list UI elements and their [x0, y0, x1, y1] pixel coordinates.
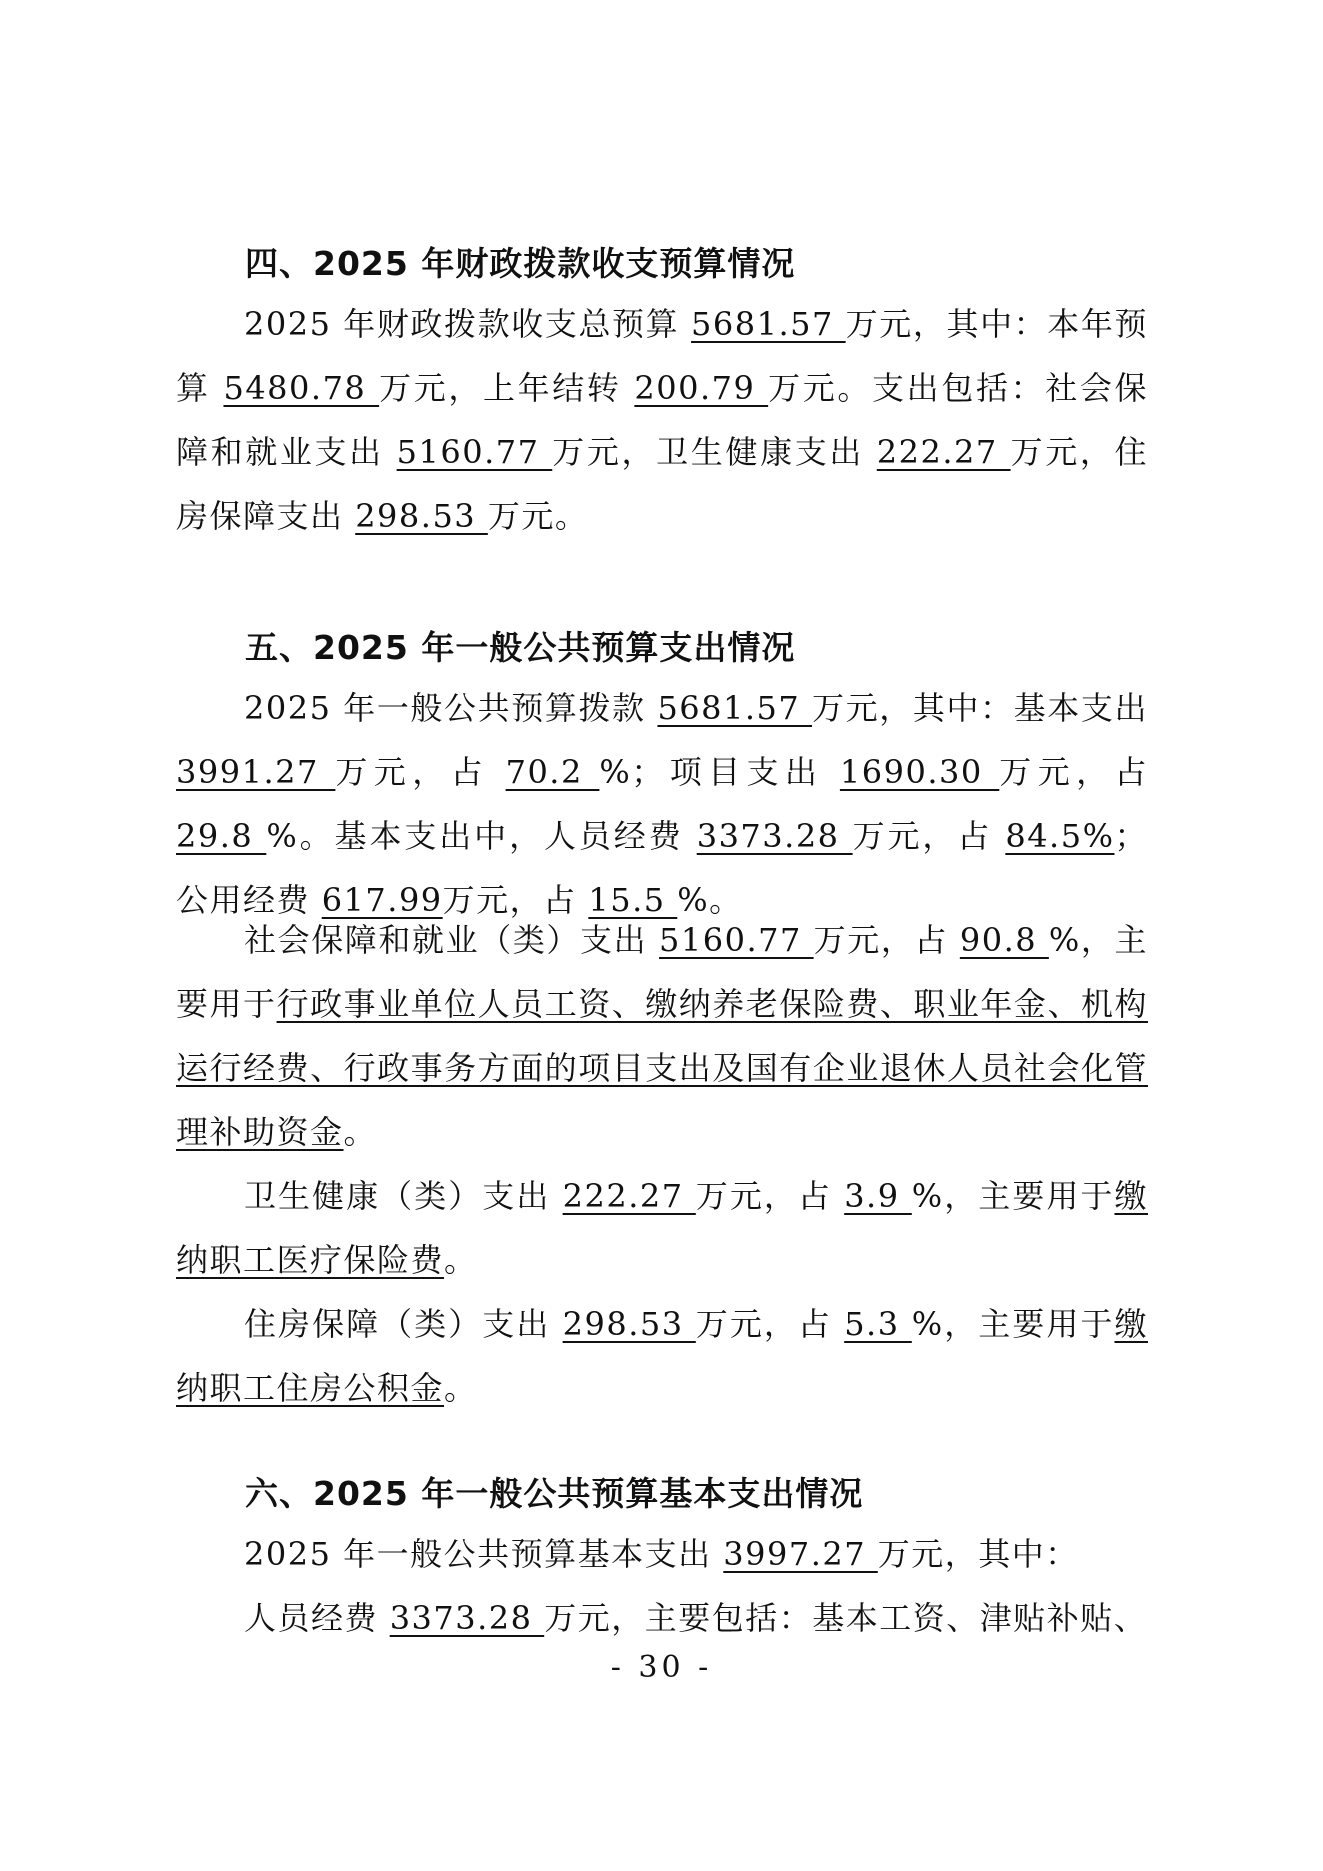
- text: 2025 年财政拨款收支总预算: [244, 305, 692, 343]
- value: 5480.78: [223, 369, 380, 407]
- text: 万元，占: [852, 817, 1006, 855]
- text: %，主要用于: [911, 1177, 1115, 1215]
- value: 5.3: [844, 1305, 912, 1343]
- text: %，主要用于: [176, 921, 1148, 1023]
- value: 5160.77: [659, 921, 814, 959]
- text: 万元。: [487, 497, 589, 535]
- text: 卫生健康（类）支出: [244, 1177, 563, 1215]
- section-heading-4: 四、2025 年财政拨款收支预算情况: [245, 244, 796, 283]
- section-heading-6: 六、2025 年一般公共预算基本支出情况: [245, 1474, 864, 1513]
- text: 万元，占: [999, 753, 1148, 791]
- value: 5681.57: [657, 689, 813, 727]
- text: %。基本支出中，人员经费: [266, 817, 697, 855]
- text: 万元，占: [442, 881, 589, 919]
- text: 2025 年一般公共预算拨款: [244, 689, 658, 727]
- text: 人员经费: [244, 1599, 390, 1637]
- text: %；项目支出: [599, 753, 840, 791]
- text: 万元，其中：: [877, 1535, 1079, 1573]
- value: 90.8: [959, 921, 1049, 959]
- section-4-paragraph: [176, 292, 1148, 548]
- value: 298.53: [562, 1305, 696, 1343]
- text: 社会保障和就业（类）支出: [244, 921, 660, 959]
- section-5-paragraph-1: [176, 676, 1148, 932]
- text: 万元。支出包括：社会保障和就业支出: [176, 369, 1148, 471]
- text: 万元，占: [813, 921, 960, 959]
- value: 222.27: [876, 433, 1011, 471]
- value: 29.8: [176, 817, 267, 855]
- text: 万元，占: [695, 1305, 845, 1343]
- text: 万元，主要包括：基本工资、津贴补贴、: [544, 1599, 1148, 1637]
- value: 84.5%: [1005, 817, 1115, 855]
- value: 298.53: [355, 497, 488, 535]
- text: 万元，上年结转: [379, 369, 635, 407]
- text: 万元，住房保障支出: [176, 433, 1148, 535]
- text: 万元，其中：基本支出: [812, 689, 1148, 727]
- text: 。: [343, 1113, 378, 1151]
- value: 3991.27: [176, 753, 336, 791]
- text: 。: [444, 1369, 478, 1407]
- value: 15.5: [588, 881, 678, 919]
- text: %。: [677, 881, 743, 919]
- section-heading-5: 五、2025 年一般公共预算支出情况: [245, 628, 796, 667]
- text: 万元，其中：本年预算: [176, 305, 1148, 407]
- value: 70.2: [505, 753, 600, 791]
- text: %，主要用于: [911, 1305, 1115, 1343]
- page-number: - 30 -: [610, 1650, 713, 1685]
- usage-description: 缴纳职工医疗保险费: [176, 1177, 1148, 1279]
- text: 住房保障（类）支出: [244, 1305, 563, 1343]
- usage-description: 缴纳职工住房公积金: [176, 1305, 1148, 1407]
- section-6-paragraph-2: [176, 1586, 1148, 1650]
- section-5-paragraph-3: [176, 1164, 1148, 1292]
- value: 3.9: [844, 1177, 912, 1215]
- text: ；公用经费: [176, 817, 1148, 919]
- value: 3373.28: [389, 1599, 545, 1637]
- value: 5681.57: [691, 305, 846, 343]
- value: 3997.27: [723, 1535, 878, 1573]
- value: 3373.28: [696, 817, 853, 855]
- section-5-paragraph-2: [176, 908, 1148, 1164]
- usage-description: 行政事业单位人员工资、缴纳养老保险费、职业年金、机构运行经费、行政事务方面的项目支出及国有企业退休人员社会化管理补助资金: [176, 985, 1148, 1151]
- value: 222.27: [562, 1177, 696, 1215]
- text: 2025 年一般公共预算基本支出: [244, 1535, 724, 1573]
- text: 万元，占: [695, 1177, 845, 1215]
- value: 617.99: [321, 881, 443, 919]
- value: 200.79: [634, 369, 769, 407]
- text: 万元，占: [335, 753, 506, 791]
- section-6-paragraph-1: [176, 1522, 1148, 1586]
- text: 万元，卫生健康支出: [552, 433, 877, 471]
- value: 1690.30: [839, 753, 1000, 791]
- text: 。: [444, 1241, 478, 1279]
- value: 5160.77: [396, 433, 553, 471]
- section-5-paragraph-4: [176, 1292, 1148, 1420]
